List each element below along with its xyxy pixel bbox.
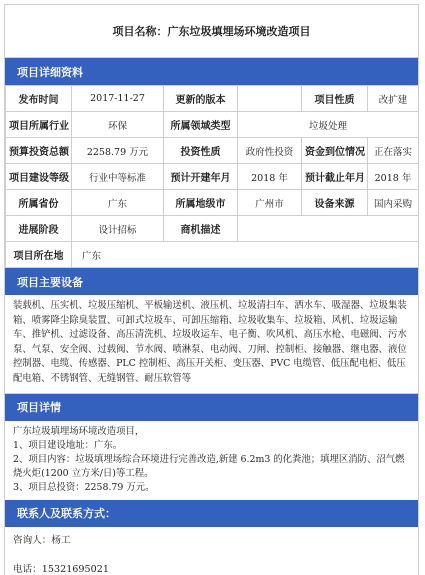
value-funding-status: 正在落实 xyxy=(368,138,419,164)
value-province: 广东 xyxy=(72,190,164,216)
project-frame xyxy=(4,4,419,575)
table-row xyxy=(6,112,419,138)
value-industry: 环保 xyxy=(72,112,164,138)
value-start-date: 2018 年 xyxy=(238,164,302,190)
table-row xyxy=(6,216,419,242)
page-title: 项目名称：广东垃圾填埋场环境改造项目 xyxy=(5,4,418,58)
value-publish-time: 2017-11-27 xyxy=(72,86,164,112)
table-row xyxy=(6,242,419,268)
value-end-date: 2018 年 xyxy=(368,164,419,190)
label-budget: 预算投资总额 xyxy=(6,138,72,164)
equipment-list: 装载机、压实机、垃圾压缩机、平板输送机、液压机、垃圾清扫车、洒水车、吸湿器、垃圾集装箱、喷雾降尘除臭装置、可卸式垃圾车、可卸压缩箱、垃圾收集车、垃圾箱、风机、垃圾运输车、推铲机、过滤设备、高压清洗机、垃圾收运车、电子衡、吹风机、高压水枪、电磁阀、污水泵、气泵、安全阀、过载阀、节水阀、喷淋泵、电动阀、刀闸、控制柜、接触器、继电器、液位控制器、电缆、传感器、PLC 控制柜、高压开关柜、变压器、PVC 电缆管、低压配电柜、低压配电箱、不锈钢管、无缝钢管、耐压软管等 xyxy=(5,295,418,394)
details-table xyxy=(5,85,419,268)
label-progress-stage: 进展阶段 xyxy=(6,216,72,242)
label-updated-version: 更新的版本 xyxy=(164,86,238,112)
value-project-nature: 改扩建 xyxy=(368,86,419,112)
value-updated-version xyxy=(238,86,302,112)
label-province: 所属省份 xyxy=(6,190,72,216)
label-start-date: 预计开建年月 xyxy=(164,164,238,190)
value-business-description xyxy=(238,216,419,242)
label-domain-type: 所属领域类型 xyxy=(164,112,238,138)
detail-line: 广东垃圾填埋场环境改造项目， xyxy=(13,425,145,437)
label-end-date: 预计截止年月 xyxy=(302,164,368,190)
contact-phone: 电话：15321695021 xyxy=(13,563,109,575)
contact-person: 咨询人：杨工 xyxy=(13,534,71,546)
project-detail-text xyxy=(5,421,418,500)
label-project-nature: 项目性质 xyxy=(302,86,368,112)
value-equipment-source: 国内采购 xyxy=(368,190,419,216)
label-equipment-source: 设备来源 xyxy=(302,190,368,216)
table-row xyxy=(6,190,419,216)
value-budget: 2258.79 万元 xyxy=(72,138,164,164)
label-construction-level: 项目建设等级 xyxy=(6,164,72,190)
label-business-description: 商机描述 xyxy=(164,216,238,242)
value-construction-level: 行业中等标准 xyxy=(72,164,164,190)
section-header-project-detail: 项目详情 xyxy=(5,394,418,421)
detail-line: 2、项目内容：垃圾填埋场综合环境进行完善改造,新建 6.2m3 的化粪池；填埋区消防、沼气燃烧火炬(1200 立方米/日)等工程。 xyxy=(13,453,405,480)
section-header-details: 项目详细资料 xyxy=(5,58,418,85)
table-row xyxy=(6,164,419,190)
value-domain-type: 垃圾处理 xyxy=(238,112,419,138)
label-city: 所属地级市 xyxy=(164,190,238,216)
label-industry: 项目所属行业 xyxy=(6,112,72,138)
section-header-equipment: 项目主要设备 xyxy=(5,268,418,295)
table-row xyxy=(6,138,419,164)
label-project-location: 项目所在地 xyxy=(6,242,72,268)
value-progress-stage: 设计招标 xyxy=(72,216,164,242)
label-publish-time: 发布时间 xyxy=(6,86,72,112)
section-header-contact: 联系人及联系方式： xyxy=(5,500,418,527)
label-investment-nature: 投资性质 xyxy=(164,138,238,164)
detail-line: 3、项目总投资：2258.79 万元。 xyxy=(13,482,155,494)
detail-line: 1、项目建设地址：广东。 xyxy=(13,439,123,451)
label-funding-status: 资金到位情况 xyxy=(302,138,368,164)
value-city: 广州市 xyxy=(238,190,302,216)
table-row xyxy=(6,86,419,112)
value-investment-nature: 政府性投资 xyxy=(238,138,302,164)
value-project-location: 广东 xyxy=(72,242,419,268)
